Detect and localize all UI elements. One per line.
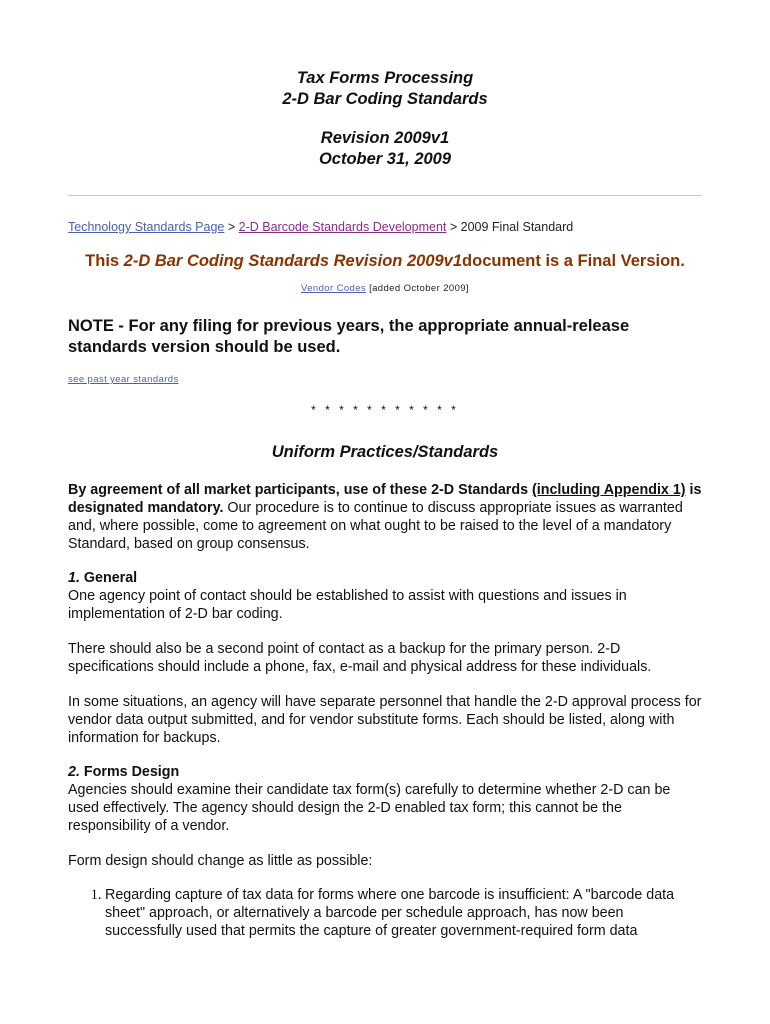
past-standards-line (68, 374, 702, 385)
breadcrumb-current: 2009 Final Standard (460, 220, 574, 234)
intro-paragraph (68, 481, 702, 553)
breadcrumb (68, 220, 702, 234)
intro-rest: Our procedure is to continue to discuss appropriate issues as warranted and, where possible, come to agreement on what ought to be raised to the level of a mandatory Standard, based on group consensus. (68, 500, 683, 552)
title-date: October 31, 2009 (318, 150, 452, 168)
title-line-2: 2-D Bar Coding Standards (282, 90, 488, 108)
breadcrumb-separator: > (446, 220, 461, 234)
vendor-codes-note: [added October 2009] (366, 283, 469, 294)
general-section (68, 569, 702, 623)
final-heading-suffix: document is a Final Version. (462, 252, 685, 270)
forms-design-section (68, 763, 702, 835)
general-paragraph-2: There should also be a second point of contact as a backup for the primary person. 2-D specifications should include a phone, fax, e-mail and physical address for these individuals. (68, 641, 652, 675)
forms-design-paragraph-1: Agencies should examine their candidate tax form(s) carefully to determine whether 2-D can be used effectively. The agency should design the 2-D enabled tax form; this cannot be the responsibility of a vendor. (68, 782, 671, 834)
general-paragraph-3: In some situations, an agency will have separate personnel that handle the 2-D approval process for vendor data output submitted, and for vendor substitute forms. Each should be listed, along with information for backups. (68, 694, 702, 746)
final-version-heading (68, 252, 702, 271)
general-paragraph-1: One agency point of contact should be established to assist with questions and issues in implementation of 2-D bar coding. (68, 588, 627, 622)
forms-design-title: Forms Design (79, 764, 180, 780)
past-year-standards-link[interactable]: see past year standards (68, 374, 179, 385)
final-heading-prefix: This (85, 252, 124, 270)
vendor-codes-line (68, 283, 702, 294)
title-line-1: Tax Forms Processing (296, 69, 474, 87)
intro-bold-mandatory: is designated mandatory. (68, 482, 702, 516)
document-page (68, 68, 702, 940)
note-heading: NOTE - For any filing for previous years, the appropriate annual-release standards version should be used. (68, 317, 630, 356)
forms-design-number: 2. (68, 764, 80, 780)
horizontal-divider (68, 195, 702, 196)
general-number: 1. (68, 570, 80, 586)
star-divider: * * * * * * * * * * * (311, 403, 459, 417)
intro-bold-text: By agreement of all market participants, use of these 2-D Standards (68, 482, 532, 498)
breadcrumb-separator: > (224, 220, 239, 234)
title-revision: Revision 2009v1 (320, 129, 450, 147)
breadcrumb-link-technology-standards[interactable]: Technology Standards Page (68, 220, 225, 234)
forms-design-list (68, 886, 702, 940)
section-heading: Uniform Practices/Standards (271, 443, 499, 461)
list-item: 1. Regarding capture of tax data for forms where one barcode is insufficient: A "barcode data sheet" approach, or alternatively a barcode per schedule approach, has now been successfully used that permits the capture of greater government-required form data (105, 886, 702, 940)
forms-design-paragraph-2: Form design should change as little as possible: (68, 853, 373, 869)
document-title (68, 68, 702, 170)
vendor-codes-link[interactable]: Vendor Codes (301, 283, 367, 294)
appendix-reference: (including Appendix 1) (532, 482, 686, 498)
general-title: General (79, 570, 138, 586)
final-heading-italic: 2-D Bar Coding Standards Revision 2009v1 (123, 252, 463, 270)
breadcrumb-link-barcode-development[interactable]: 2-D Barcode Standards Development (238, 220, 447, 234)
